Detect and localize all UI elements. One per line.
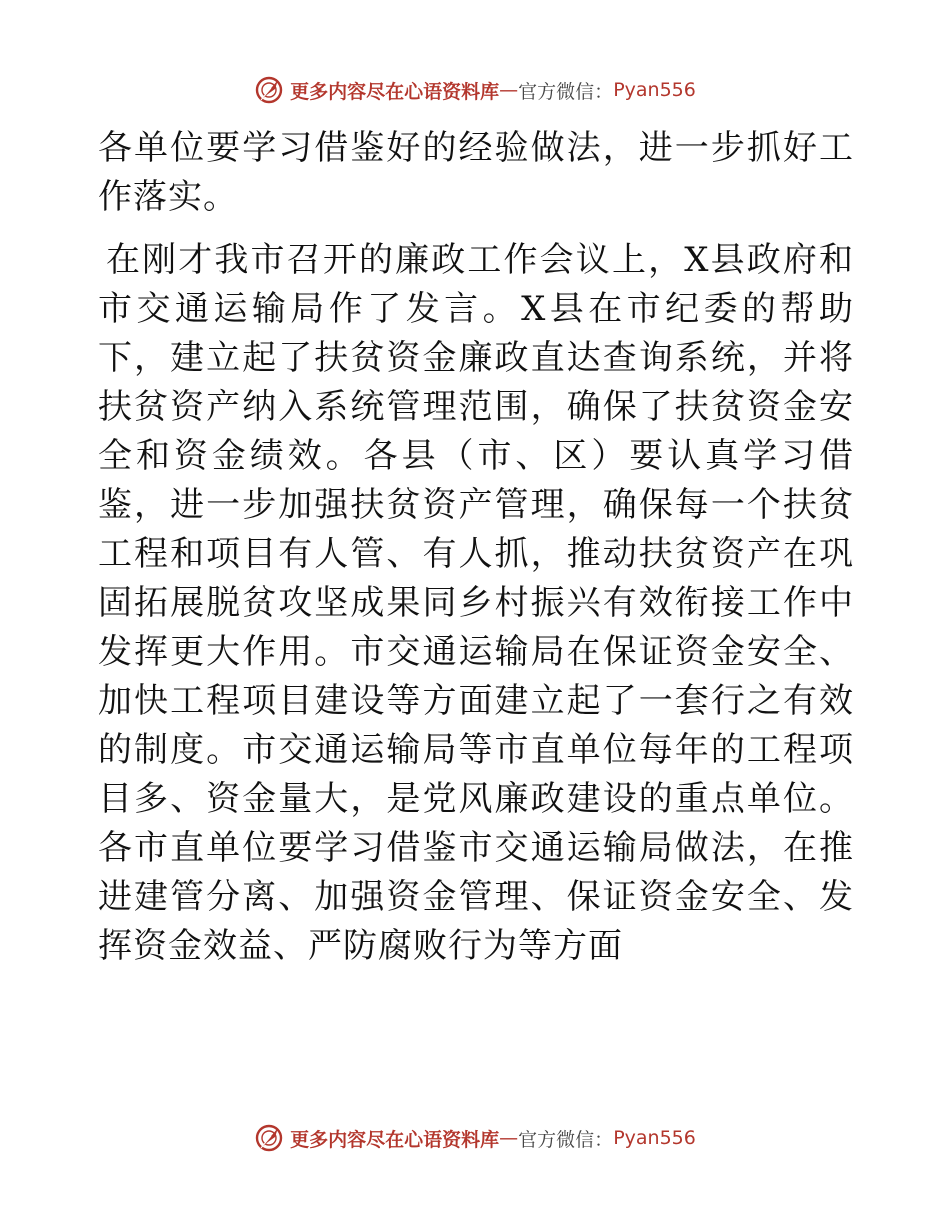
footer-watermark-banner xyxy=(0,1118,950,1158)
paragraph-1: 各单位要学习借鉴好的经验做法，进一步抓好工作落实。 xyxy=(98,128,854,217)
banner-main-text: 更多内容尽在心语资料库 xyxy=(290,80,500,103)
footer-banner-wechat-label: 官方微信： xyxy=(518,1128,614,1151)
quill-logo-icon xyxy=(254,1123,284,1153)
footer-banner-main-text: 更多内容尽在心语资料库 xyxy=(290,1128,500,1151)
banner-separator: — xyxy=(499,79,519,101)
header-watermark-banner xyxy=(0,70,950,110)
paragraph-2: 在刚才我市召开的廉政工作会议上，X县政府和市交通运输局作了发言。X县在市纪委的帮助下，建立起了扶贫资金廉政直达查询系统，并将扶贫资产纳入系统管理范围，确保了扶贫资金安全和资金绩效。各县（市、区）要认真学习借鉴，进一步加强扶贫资产管理，确保每一个扶贫工程和项目有人管、有人抓，推动扶贫资产在巩固拓展脱贫攻坚成果同乡村振兴有效衔接工作中发挥更大作用。市交通运输局在保证资金安全、加快工程项目建设等方面建立起了一套行之有效的制度。市交通运输局等市直单位每年的工程项目多、资金量大，是党风廉政建设的重点单位。各市直单位要学习借鉴市交通运输局做法，在推进建管分离、加强资金管理、保证资金安全、发挥资金效益、严防腐败行为等方面 xyxy=(98,240,854,966)
quill-logo-icon xyxy=(254,75,284,105)
banner-wechat-id: Pyan556 xyxy=(613,79,696,101)
document-body xyxy=(98,124,854,971)
footer-banner-wechat-id: Pyan556 xyxy=(613,1127,696,1149)
banner-wechat-label: 官方微信： xyxy=(518,80,614,103)
footer-banner-separator: — xyxy=(499,1127,519,1149)
